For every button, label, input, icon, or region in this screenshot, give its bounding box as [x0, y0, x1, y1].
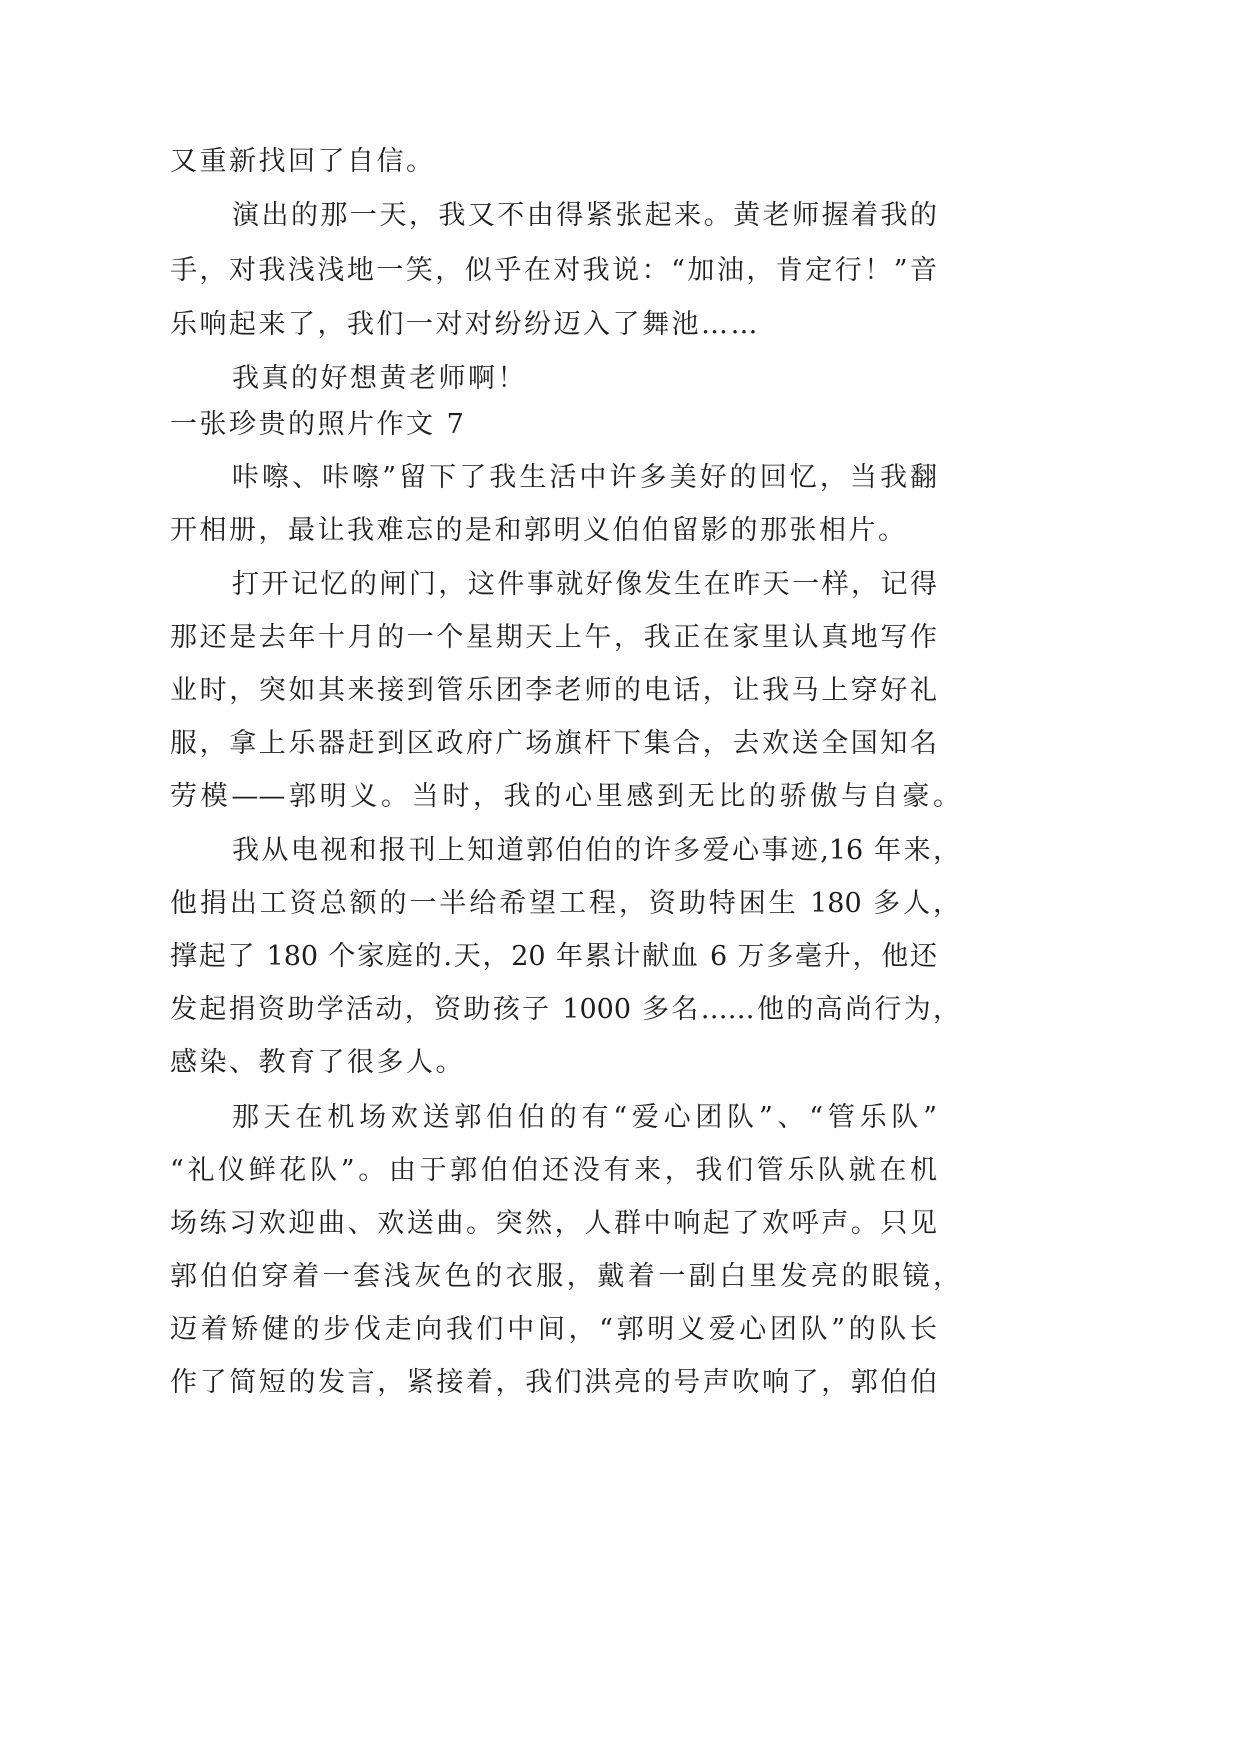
text-line: 乐响起来了，我们一对对纷纷迈入了舞池…… [170, 309, 760, 340]
text-line: 那还是去年十月的一个星期天上午，我正在家里认真地写作 [170, 622, 937, 653]
text-line: 演出的那一天，我又不由得紧张起来。黄老师握着我的 [232, 200, 937, 231]
text-line: 我从电视和报刊上知道郭伯伯的许多爱心事迹,16 年来， [232, 835, 960, 866]
section-title: 一张珍贵的照片作文 7 [170, 409, 467, 440]
text-line: 撑起了 180 个家庭的.天，20 年累计献血 6 万多毫升，他还 [170, 941, 937, 972]
text-line: 那天在机场欢送郭伯伯的有“爱心团队”、“管乐队” [232, 1102, 937, 1133]
text-line: 业时，突如其来接到管乐团李老师的电话，让我马上穿好礼 [170, 675, 937, 706]
text-line: 他捐出工资总额的一半给希望工程，资助特困生 180 多人， [170, 888, 960, 919]
text-line: 郭伯伯穿着一套浅灰色的衣服，戴着一副白里发亮的眼镜， [170, 1261, 960, 1292]
text-line: 劳模——郭明义。当时，我的心里感到无比的骄傲与自豪。 [170, 781, 960, 812]
text-line: “礼仪鲜花队”。由于郭伯伯还没有来，我们管乐队就在机 [170, 1155, 937, 1186]
text-line: 打开记忆的闸门，这件事就好像发生在昨天一样，记得 [232, 569, 937, 600]
text-line: 开相册，最让我难忘的是和郭明义伯伯留影的那张相片。 [170, 515, 908, 546]
text-line: 场练习欢迎曲、欢送曲。突然，人群中响起了欢呼声。只见 [170, 1208, 937, 1239]
text-line: 手，对我浅浅地一笑，似乎在对我说：“加油，肯定行！”音 [170, 255, 937, 286]
text-line: 又重新找回了自信。 [170, 146, 436, 177]
text-line: 迈着矫健的步伐走向我们中间，“郭明义爱心团队”的队长 [170, 1314, 937, 1345]
text-line: 服，拿上乐器赶到区政府广场旗杆下集合，去欢送全国知名 [170, 728, 937, 759]
text-line: 作了简短的发言，紧接着，我们洪亮的号声吹响了，郭伯伯 [170, 1367, 937, 1398]
text-line: 发起捐资助学活动，资助孩子 1000 多名……他的高尚行为， [170, 994, 960, 1025]
text-line: 咔嚓、咔嚓”留下了我生活中许多美好的回忆，当我翻 [232, 462, 937, 493]
text-line: 感染、教育了很多人。 [170, 1047, 465, 1078]
text-line: 我真的好想黄老师啊！ [232, 363, 527, 394]
